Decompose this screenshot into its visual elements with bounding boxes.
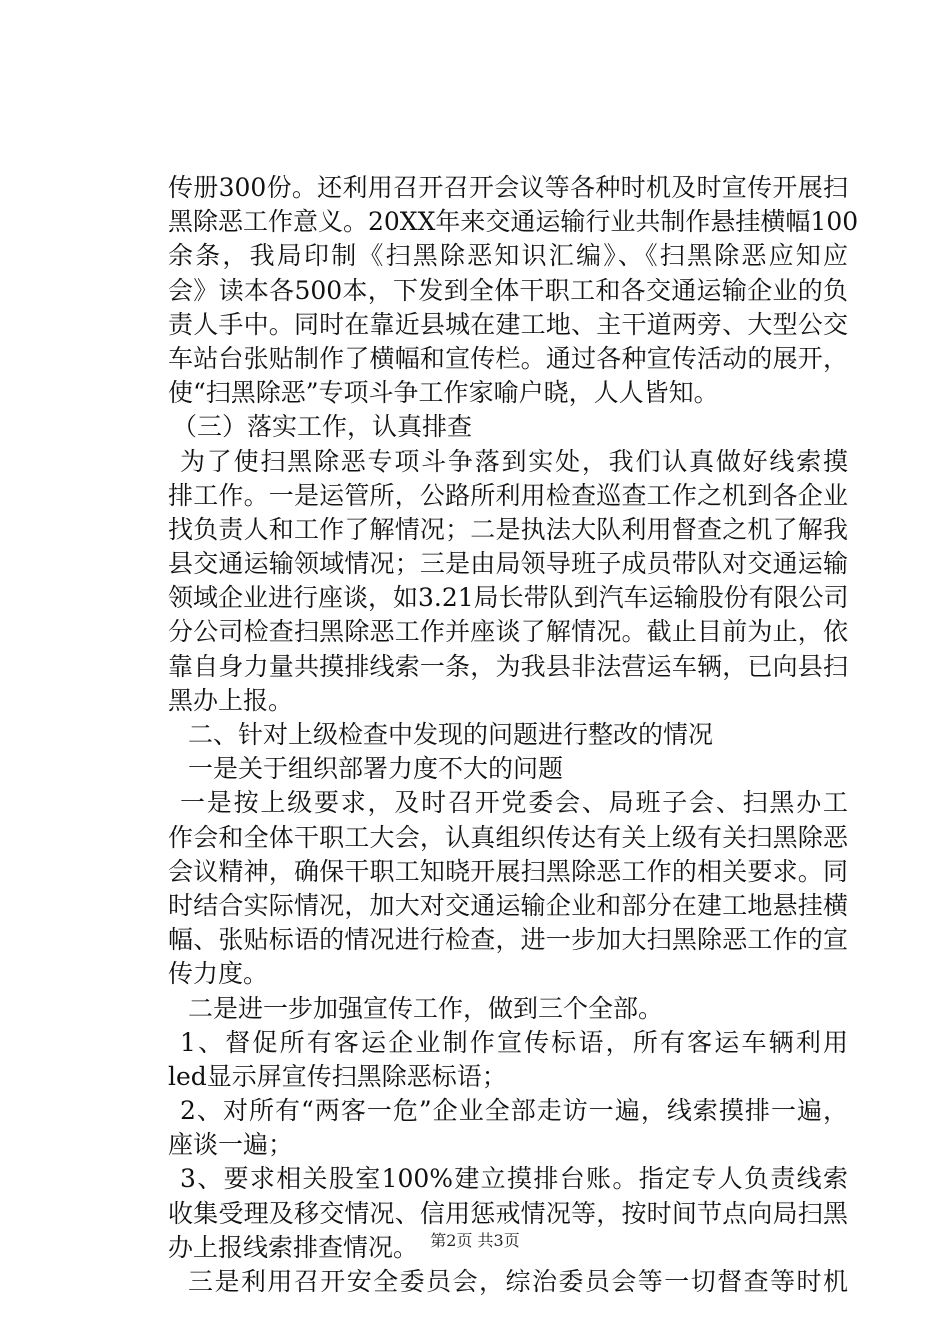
text-line: 县交通运输领域情况；三是由局领导班子成员带队对交通运输 <box>168 549 848 579</box>
text-line: 找负责人和工作了解情况；二是执法大队利用督查之机了解我 <box>168 514 848 544</box>
text-line: 3、要求相关股室100%建立摸排台账。指定专人负责线索 <box>180 1164 848 1194</box>
text-line: 座谈一遍； <box>168 1130 294 1160</box>
text-line: （三）落实工作，认真排查 <box>172 412 473 442</box>
text-line: 办上报线索排查情况。 <box>168 1232 419 1262</box>
text-line: 分公司检查扫黑除恶工作并座谈了解情况。截止目前为止，依 <box>168 617 848 647</box>
text-line: 1、督促所有客运企业制作宣传标语，所有客运车辆利用 <box>180 1027 848 1057</box>
text-line: 靠自身力量共摸排线索一条，为我县非法营运车辆，已向县扫 <box>168 651 848 681</box>
text-line: 作会和全体干职工大会，认真组织传达有关上级有关扫黑除恶 <box>168 822 848 852</box>
text-line: 使“扫黑除恶”专项斗争工作家喻户晓，人人皆知。 <box>168 378 719 408</box>
text-line: 会议精神，确保干职工知晓开展扫黑除恶工作的相关要求。同 <box>168 856 848 886</box>
text-line: 传册300份。还利用召开召开会议等各种时机及时宣传开展扫 <box>168 173 848 202</box>
text-line: 责人手中。同时在靠近县城在建工地、主干道两旁、大型公交 <box>168 309 848 339</box>
text-line: 二、针对上级检查中发现的问题进行整改的情况 <box>188 720 714 749</box>
page-footer: 第2页 共3页 <box>430 1231 520 1250</box>
text-line: 排工作。一是运管所，公路所利用检查巡查工作之机到各企业 <box>168 480 848 510</box>
document-body <box>168 171 859 1299</box>
text-line: 一是按上级要求，及时召开党委会、局班子会、扫黑办工 <box>180 788 848 818</box>
text-line: 会》读本各500本，下发到全体干职工和各交通运输企业的负 <box>168 275 848 305</box>
text-line: 为了使扫黑除恶专项斗争落到实处，我们认真做好线索摸 <box>180 446 848 476</box>
text-line: 时结合实际情况，加大对交通运输企业和部分在建工地悬挂横 <box>168 890 848 920</box>
text-line: 2、对所有“两客一危”企业全部走访一遍，线索摸排一遍， <box>180 1096 848 1126</box>
text-line: 传力度。 <box>168 959 269 989</box>
text-line: 一是关于组织部署力度不大的问题 <box>188 754 564 784</box>
text-line: 黑办上报。 <box>168 685 294 715</box>
text-line: 幅、张贴标语的情况进行检查，进一步加大扫黑除恶工作的宣 <box>168 925 848 955</box>
text-line: 余条，我局印制《扫黑除恶知识汇编》、《扫黑除恶应知应 <box>168 241 848 271</box>
text-line: 黑除恶工作意义。20XX年来交通运输行业共制作悬挂横幅100 <box>168 207 859 237</box>
text-line: 收集受理及移交情况、信用惩戒情况等，按时间节点向局扫黑 <box>168 1198 848 1228</box>
text-line: 二是进一步加强宣传工作，做到三个全部。 <box>188 993 664 1023</box>
text-line: 车站台张贴制作了横幅和宣传栏。通过各种宣传活动的展开， <box>168 343 848 373</box>
text-line: 领域企业进行座谈，如3.21局长带队到汽车运输股份有限公司 <box>168 583 849 613</box>
text-line: 三是利用召开安全委员会，综治委员会等一切督查等时机 <box>188 1267 848 1296</box>
text-line: led显示屏宣传扫黑除恶标语； <box>168 1061 507 1091</box>
